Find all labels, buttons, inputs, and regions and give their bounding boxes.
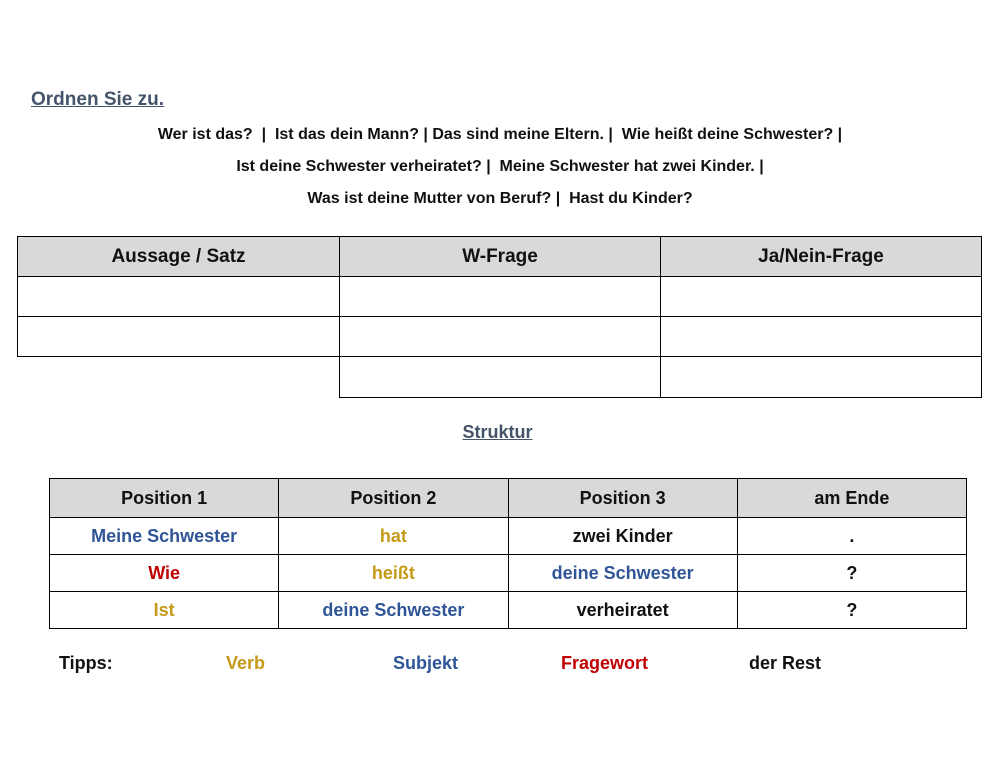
drop-zone-aussage-2[interactable] [17, 316, 340, 357]
table-row [50, 518, 967, 555]
table-row [50, 555, 967, 592]
tipp-rest: der Rest [749, 653, 822, 673]
structure-header-row [50, 479, 967, 518]
cell-subjekt: deine Schwester [279, 592, 508, 629]
drop-zone-w-frage-3[interactable] [339, 356, 661, 398]
cell-fragewort: Wie [50, 555, 279, 592]
structure-title: Struktur [462, 422, 533, 442]
cell-subjekt: Meine Schwester [50, 518, 279, 555]
tipp-verb: Verb [226, 653, 266, 673]
instruction-heading: Ordnen Sie zu. [31, 89, 165, 110]
cell-verb: hat [279, 518, 508, 555]
header-ja-nein-frage: Ja/Nein-Frage [660, 236, 982, 277]
header-aussage: Aussage / Satz [17, 236, 340, 277]
structure-table [49, 478, 967, 629]
cell-subjekt: deine Schwester [508, 555, 737, 592]
header-position-1: Position 1 [50, 479, 279, 518]
sorting-table [17, 236, 982, 398]
drop-zone-w-frage-1[interactable] [339, 276, 661, 317]
cell-verb: Ist [50, 592, 279, 629]
drop-zone-ja-nein-1[interactable] [660, 276, 982, 317]
header-position-3: Position 3 [508, 479, 737, 518]
drop-zone-aussage-1[interactable] [17, 276, 340, 317]
cell-end: ? [737, 555, 966, 592]
sentence-line-1: Wer ist das? | Ist das dein Mann? | Das sind meine Eltern. | Wie heißt deine Schwester? | [157, 126, 843, 143]
tipps-label: Tipps: [59, 653, 113, 673]
header-position-2: Position 2 [279, 479, 508, 518]
sentence-line-2: Ist deine Schwester verheiratet? | Meine Schwester hat zwei Kinder. | [236, 158, 764, 175]
cell-rest: zwei Kinder [508, 518, 737, 555]
cell-end: ? [737, 592, 966, 629]
drop-zone-ja-nein-3[interactable] [660, 356, 982, 398]
cell-end: . [737, 518, 966, 555]
header-w-frage: W-Frage [339, 236, 661, 277]
sentence-line-3: Was ist deine Mutter von Beruf? | Hast du Kinder? [307, 190, 693, 207]
cell-verb: heißt [279, 555, 508, 592]
drop-zone-ja-nein-2[interactable] [660, 316, 982, 357]
header-am-ende: am Ende [737, 479, 966, 518]
drop-zone-w-frage-2[interactable] [339, 316, 661, 357]
tipp-subjekt: Subjekt [393, 653, 459, 673]
tipp-fragewort: Fragewort [561, 653, 649, 673]
cell-rest: verheiratet [508, 592, 737, 629]
table-row [50, 592, 967, 629]
